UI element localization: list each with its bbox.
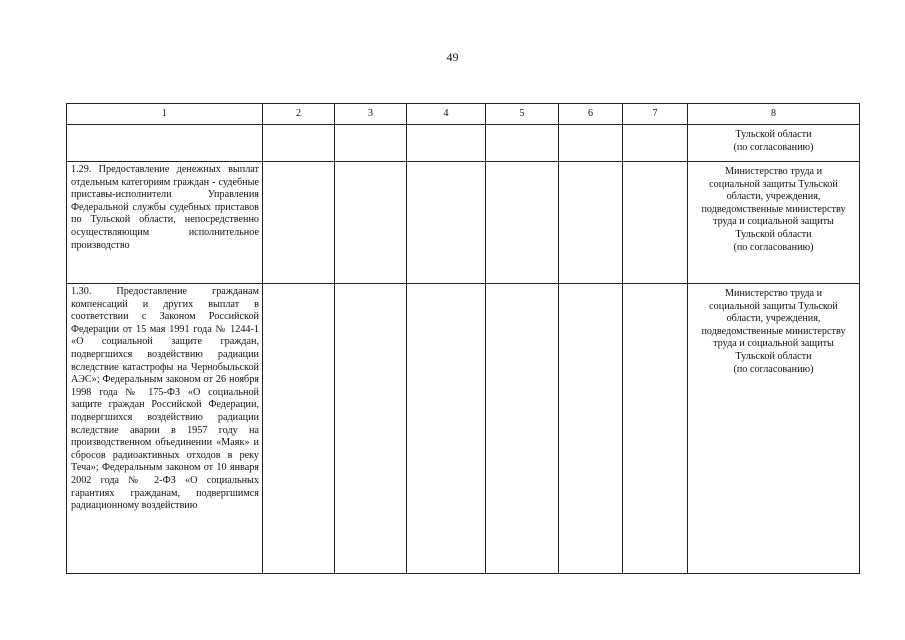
table-header-row xyxy=(67,104,860,125)
empty-cell xyxy=(407,125,486,162)
executor-line: Тульской области xyxy=(735,228,812,240)
column-header: 7 xyxy=(623,104,688,125)
empty-cell xyxy=(623,125,688,162)
executor-line: труда и социальной защиты xyxy=(713,338,834,350)
executor-cell xyxy=(688,125,860,162)
executor-cell xyxy=(688,284,860,574)
column-header: 2 xyxy=(263,104,335,125)
empty-cell xyxy=(407,162,486,284)
empty-cell xyxy=(335,125,407,162)
empty-cell xyxy=(623,162,688,284)
empty-cell xyxy=(623,284,688,574)
executor-line: (по согласованию) xyxy=(733,241,814,253)
executor-line: Министерство труда и xyxy=(724,288,823,299)
empty-cell xyxy=(486,162,559,284)
empty-cell xyxy=(67,125,263,162)
executor-line: социальной защиты Тульской xyxy=(709,300,838,312)
executor-line: области, учреждения, xyxy=(726,191,821,203)
executor-line: подведомственные министерству xyxy=(701,325,846,337)
executor-line: (по согласованию) xyxy=(733,363,814,375)
empty-cell xyxy=(263,284,335,574)
empty-cell xyxy=(559,284,623,574)
empty-cell xyxy=(263,125,335,162)
column-header: 8 xyxy=(688,104,860,125)
table-row xyxy=(67,162,860,284)
empty-cell xyxy=(335,284,407,574)
empty-cell xyxy=(335,162,407,284)
empty-cell xyxy=(559,125,623,162)
description-cell: 1.29. Предоставление денежных выплат отдельным категориям граждан - судебные приставы-исполнители Управления Федеральной службы судебных приставов по Тульской области, непосредственно осуществляющим исполнительное производство xyxy=(67,162,263,284)
table-row xyxy=(67,284,860,574)
empty-cell xyxy=(263,162,335,284)
empty-cell xyxy=(559,162,623,284)
empty-cell xyxy=(486,284,559,574)
empty-cell xyxy=(486,125,559,162)
column-header: 6 xyxy=(559,104,623,125)
executor-line: области, учреждения, xyxy=(726,313,821,325)
page-number: 49 xyxy=(446,50,459,64)
column-header: 4 xyxy=(407,104,486,125)
executor-line: труда и социальной защиты xyxy=(713,216,834,228)
description-cell: 1.30. Предоставление гражданам компенсаций и других выплат в соответствии с Законом Российской Федерации от 15 мая 1991 года № 1244-1 «О социальной защите граждан, подвергшихся воздействию радиации вследствие катастрофы на Чернобыльской АЭС»; Федеральным законом от 26 ноября 1998 года № 175-ФЗ «О социальной защите граждан Российской Федерации, подвергшихся воздействию радиации вследствие аварии в 1957 году на производственном объединении «Маяк» и сбросов радиоактивных отходов в реку Теча»; Федеральным законом от 10 января 2002 года № 2-ФЗ «О социальных гарантиях гражданам, подвергшимся радиационному воздействию xyxy=(67,284,263,574)
executor-line: Тульской области xyxy=(735,350,812,362)
executor-line: Тульской области xyxy=(735,129,812,140)
executor-line: Министерство труда и xyxy=(724,166,823,177)
table-row-continuation xyxy=(67,125,860,162)
empty-cell xyxy=(407,284,486,574)
column-header: 3 xyxy=(335,104,407,125)
column-header: 1 xyxy=(67,104,263,125)
executor-line: социальной защиты Тульской xyxy=(709,178,838,190)
executor-cell xyxy=(688,162,860,284)
document-table xyxy=(66,103,860,574)
executor-line: подведомственные министерству xyxy=(701,203,846,215)
column-header: 5 xyxy=(486,104,559,125)
executor-line: (по согласованию) xyxy=(733,141,814,153)
